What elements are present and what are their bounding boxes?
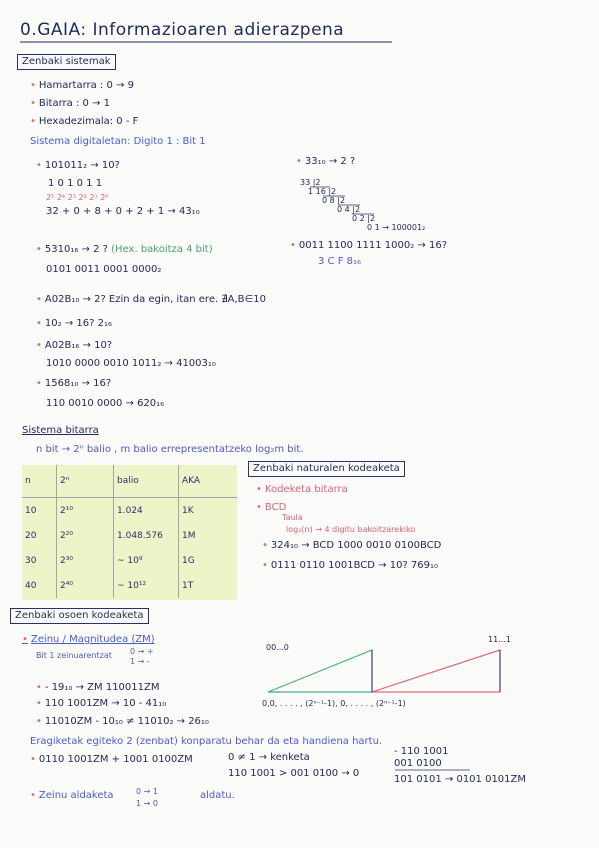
digital-text: Sistema digitaletan: Digito 1 : Bit 1 xyxy=(30,136,206,147)
ex2-f: 0 2 |2 xyxy=(352,214,376,223)
ex2-a: 33₁₀ → 2 ? xyxy=(304,156,356,167)
example-line: • 0011 1100 1111 1000₂ → 16? xyxy=(290,240,448,251)
section-heading-zenbaki-sistemak: Zenbaki sistemak xyxy=(17,54,116,70)
zm-ex4-b: 0 ≠ 1 → kenketa xyxy=(228,752,310,763)
table-cell: 1G xyxy=(182,555,195,566)
list-item: • 0111 0110 1001BCD → 10? 769₁₀ xyxy=(262,560,439,571)
ex5: A02B₁₀ → 2? Ezin da egin, itan ere. ∄A,B∈10 xyxy=(44,294,266,305)
section-heading-osoen-kodeaketa: Zenbaki osoen kodeaketa xyxy=(10,608,149,624)
zm-ex2: 110 1001ZM → 10 - 41₁₀ xyxy=(44,698,167,709)
sub-line-a: - 110 1001 xyxy=(394,746,449,757)
list-item: • Zeinu / Magnitudea (ZM) xyxy=(22,634,155,645)
table-cell: 1.024 xyxy=(114,498,179,524)
ex8-b: 110 0010 0000 → 620₁₆ xyxy=(46,398,165,409)
ex7-b: 1010 0000 0010 1011₂ → 41003₁₀ xyxy=(46,358,216,369)
list-item: • - 19₁₀ → ZM 110011ZM xyxy=(36,682,160,693)
zm-heading: Zeinu / Magnitudea (ZM) xyxy=(30,634,155,645)
sistema-bitarra-line: n bit → 2ⁿ balio , m balio errepresentatzeko log₂m bit. xyxy=(36,444,304,455)
table-header: balio xyxy=(114,465,179,498)
zm-ex3: 11010ZM - 10₁₀ ≠ 11010₂ → 26₁₀ xyxy=(44,716,209,727)
table-cell: 2⁴⁰ xyxy=(57,573,114,598)
list-item: • Kodeketa bitarra xyxy=(256,484,348,495)
table-cell: 40 xyxy=(22,573,57,598)
ex4-b: 3 C F 8₁₆ xyxy=(318,256,362,267)
table-row xyxy=(22,498,237,524)
table-header-row xyxy=(22,465,237,498)
b-plus: 0 → + xyxy=(130,647,154,656)
table-cell: 20 xyxy=(22,523,57,548)
bit-table xyxy=(22,465,237,600)
ex2-d: 0 8 |2 xyxy=(322,196,346,205)
table-row xyxy=(22,548,237,573)
table-header: n xyxy=(22,465,57,498)
page-title: 0.GAIA: Informazioaren adierazpena xyxy=(20,20,345,40)
eragiketak-note: Eragiketak egiteko 2 (zenbat) konparatu behar da eta handiena hartu. xyxy=(30,736,383,747)
example-line: • A02B₁₆ → 10? xyxy=(36,340,113,351)
alda-a: 0 → 1 xyxy=(136,787,158,796)
ex1-b: 1 0 1 0 1 1 xyxy=(48,178,103,189)
graph-top-right: 11...1 xyxy=(488,635,511,644)
green-triangle xyxy=(268,650,372,692)
table-cell: ~ 10⁹ xyxy=(114,548,179,573)
table-cell: 2³⁰ xyxy=(57,548,114,573)
ex1-a: 101011₂ → 10? xyxy=(44,160,120,171)
log-text: log₂(n) → 4 digitu bakoitzarekiko xyxy=(286,525,416,534)
graph-axis: 0,0, . . . . , (2ⁿ⁻¹-1), 0, . . . . , (2ⁿ⁻¹-1) xyxy=(262,699,406,708)
bit1-text: Bit 1 zeinuarentzat xyxy=(36,651,112,660)
table-cell: 1M xyxy=(182,530,196,541)
hamartarra-text: Hamartarra : 0 → 9 xyxy=(38,80,134,91)
list-item: • Bitarra : 0 → 1 xyxy=(30,98,110,109)
list-item: • 324₁₀ → BCD 1000 0010 0100BCD xyxy=(262,540,442,551)
list-item: • 110 1001ZM → 10 - 41₁₀ xyxy=(36,698,167,709)
taula-text: Taula xyxy=(282,513,303,522)
graph-top-left: 00...0 xyxy=(266,643,289,652)
ex3-a: 5310₁₆ → 2 ? xyxy=(44,244,108,255)
ex1-c: 2⁵ 2⁴ 2³ 2² 2¹ 2⁰ xyxy=(46,193,109,202)
table-cell: 30 xyxy=(22,548,57,573)
example-line: • 101011₂ → 10? xyxy=(36,160,120,171)
sub-line-b: 001 0100 xyxy=(394,758,442,769)
zm-ex4-c: 110 1001 > 001 0100 → 0 xyxy=(228,768,360,779)
table-cell: 1.048.576 xyxy=(114,523,179,548)
pink-triangle xyxy=(372,650,500,692)
ex7-a: A02B₁₆ → 10? xyxy=(44,340,113,351)
example-line: • 10₂ → 16? 2₁₆ xyxy=(36,318,112,329)
table-cell: 2²⁰ xyxy=(57,523,114,548)
list-item: • 0110 1001ZM + 1001 0100ZM xyxy=(30,754,193,765)
list-item: • BCD xyxy=(256,502,287,513)
section-heading-naturalen-kodeaketa: Zenbaki naturalen kodeaketa xyxy=(248,461,405,477)
list-item: • Zeinu aldaketa xyxy=(30,790,114,801)
ex2-b: 33 |2 xyxy=(300,178,321,187)
alda-text: Zeinu aldaketa xyxy=(38,790,114,801)
ex-bcd-1: 324₁₀ → BCD 1000 0010 0100BCD xyxy=(270,540,442,551)
ex2-e: 0 4 |2 xyxy=(337,205,361,214)
bcd-text: BCD xyxy=(264,502,287,513)
hexa-text: Hexadezimala: 0 - F xyxy=(38,116,139,127)
alda-b: 1 → 0 xyxy=(136,799,158,808)
zm-ex1: - 19₁₀ → ZM 110011ZM xyxy=(44,682,160,693)
ex2-c: 1 16 |2 xyxy=(308,187,337,196)
ex1-d: 32 + 0 + 8 + 0 + 2 + 1 → 43₁₀ xyxy=(46,206,200,217)
zm-ex4-a: 0110 1001ZM + 1001 0100ZM xyxy=(38,754,193,765)
example-line: • 1568₁₀ → 16? xyxy=(36,378,112,389)
ex2-g: 0 1 → 100001₂ xyxy=(367,223,426,232)
example-line: • 5310₁₆ → 2 ? (Hex. bakoitza 4 bit) xyxy=(36,244,213,255)
ex3-note: (Hex. bakoitza 4 bit) xyxy=(111,244,213,255)
list-item: • 11010ZM - 10₁₀ ≠ 11010₂ → 26₁₀ xyxy=(36,716,209,727)
example-line: • 33₁₀ → 2 ? xyxy=(296,156,356,167)
b-minus: 1 → - xyxy=(130,657,150,666)
bitarra-text: Bitarra : 0 → 1 xyxy=(38,98,110,109)
table-cell: 1T xyxy=(182,580,194,591)
alda-c: aldatu. xyxy=(200,790,235,801)
list-item: • Hexadezimala: 0 - F xyxy=(30,116,139,127)
list-item: • Hamartarra : 0 → 9 xyxy=(30,80,134,91)
sub-line-c: 101 0101 → 0101 0101ZM xyxy=(394,774,527,785)
kodeketa-text: Kodeketa bitarra xyxy=(264,484,348,495)
table-cell: ~ 10¹² xyxy=(114,573,179,598)
ex6: 10₂ → 16? 2₁₆ xyxy=(44,318,112,329)
table-header: 2ⁿ xyxy=(57,465,114,498)
ex-bcd-2: 0111 0110 1001BCD → 10? 769₁₀ xyxy=(270,560,439,571)
table-cell: 10 xyxy=(22,498,57,524)
section-heading-sistema-bitarra: Sistema bitarra xyxy=(22,425,99,436)
ex4-a: 0011 1100 1111 1000₂ → 16? xyxy=(298,240,448,251)
example-line: • A02B₁₀ → 2? Ezin da egin, itan ere. ∄A,B∈10 xyxy=(36,294,266,305)
table-row xyxy=(22,523,237,548)
ex8-a: 1568₁₀ → 16? xyxy=(44,378,112,389)
ex3-b: 0101 0011 0001 0000₂ xyxy=(46,264,162,275)
table-row xyxy=(22,573,237,598)
table-header: AKA xyxy=(179,465,238,498)
table-cell: 1K xyxy=(182,505,194,516)
table-cell: 2¹⁰ xyxy=(57,498,114,524)
